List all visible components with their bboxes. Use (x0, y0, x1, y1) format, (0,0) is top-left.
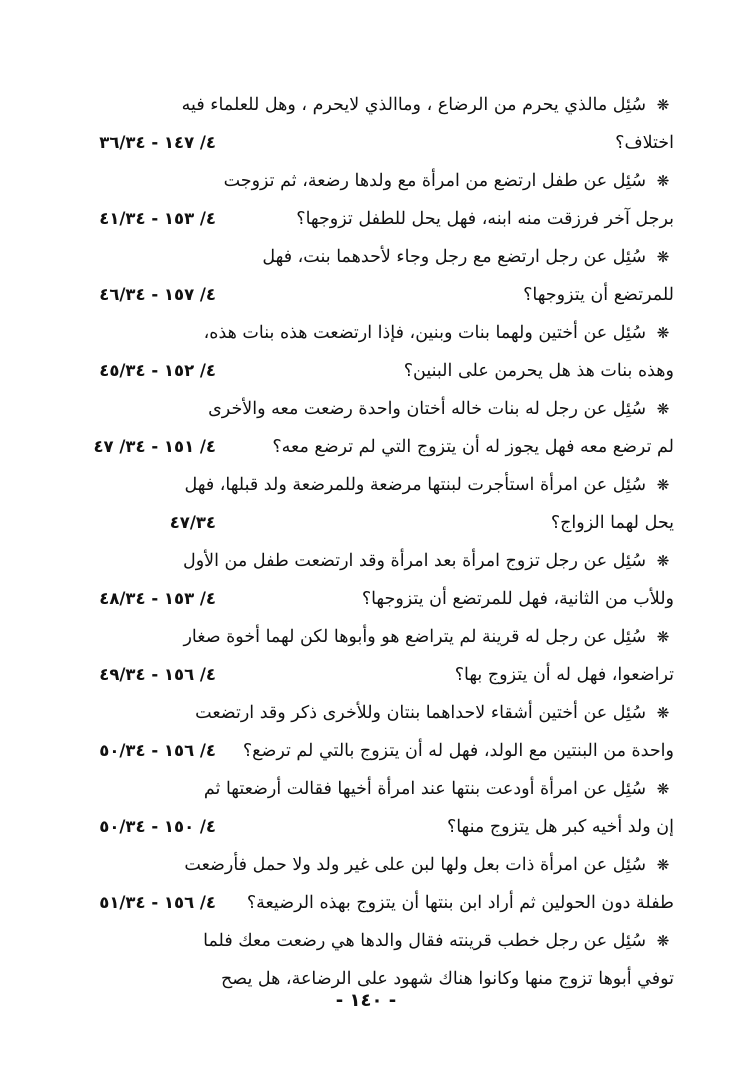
entry-line-continuation (46, 580, 674, 618)
entry-line-first (46, 314, 674, 352)
entry-line-first (46, 238, 674, 276)
entry-line-continuation (46, 732, 674, 770)
bullet-icon: ❋ (656, 400, 670, 418)
entry-line-continuation (46, 884, 674, 922)
entry-text: سُئِل عن أختين أشقاء لاحداهما بنتان وللأخرى ذكر وقد ارتضعت (195, 703, 646, 723)
fatwa-entry (46, 466, 674, 542)
entry-line-first (46, 390, 674, 428)
entry-line-first (46, 542, 674, 580)
entry-text: يحل لهما الزواج؟ (550, 513, 674, 533)
fatwa-entry (46, 846, 674, 922)
entry-text: وللأب من الثانية، فهل للمرتضع أن يتزوجها؟ (361, 589, 674, 609)
volume-page-reference: ٤/ ١٥٦ - ٥١/٣٤ (99, 893, 216, 912)
fatwa-entry (46, 390, 674, 466)
entry-line-continuation (46, 200, 674, 238)
entry-text: طفلة دون الحولين ثم أراد ابن بنتها أن يتزوج بهذه الرضيعة؟ (246, 893, 674, 913)
entry-line-first (46, 466, 674, 504)
entry-line-first (46, 770, 674, 808)
fatwa-entry (46, 314, 674, 390)
entry-line-continuation (46, 124, 674, 162)
volume-page-reference: ٤/ ١٥٠ - ٥٠/٣٤ (99, 817, 216, 836)
bullet-icon: ❋ (656, 324, 670, 342)
entry-text: سُئِل مالذي يحرم من الرضاع ، وماالذي لايحرم ، وهل للعلماء فيه (181, 95, 646, 115)
bullet-icon: ❋ (656, 96, 670, 114)
volume-page-reference: ٤/ ١٥٦ - ٤٩/٣٤ (99, 665, 216, 684)
fatwa-entry (46, 770, 674, 846)
entry-text: سُئِل عن رجل خطب قرينته فقال والدها هي رضعت معك فلما (203, 931, 646, 951)
entry-text: وهذه بنات هذ هل يحرمن على البنين؟ (403, 361, 674, 381)
volume-page-reference: ٤/ ١٥٣ - ٤١/٣٤ (99, 209, 216, 228)
volume-page-reference: ٤/ ١٥١ - ٣٤/ ٤٧ (93, 437, 216, 456)
entry-text: سُئِل عن امرأة أودعت بنتها عند امرأة أخيها فقالت أرضعتها ثم (203, 779, 646, 799)
page-number: - ١٤٠ - (335, 990, 397, 1011)
entry-line-continuation (46, 808, 674, 846)
entry-line-continuation (46, 276, 674, 314)
fatwa-entry (46, 238, 674, 314)
entry-text: توفي أبوها تزوج منها وكانوا هناك شهود على الرضاعة، هل يصح (220, 969, 674, 989)
entry-line-continuation (46, 352, 674, 390)
entry-line-first (46, 86, 674, 124)
fatwa-entry (46, 694, 674, 770)
entry-text: سُئِل عن امرأة ذات بعل ولها لبن على غير ولد ولا حمل فأرضعت (184, 855, 646, 875)
fatwa-entry (46, 618, 674, 694)
entry-text: واحدة من البنتين مع الولد، فهل له أن يتزوج بالتي لم ترضع؟ (242, 741, 674, 761)
entry-line-first (46, 694, 674, 732)
entry-text: سُئِل عن رجل له قرينة لم يتراضع هو وأبوها لكن لهما أخوة صغار (183, 627, 646, 647)
volume-page-reference: ٤/ ١٥٧ - ٤٦/٣٤ (99, 285, 216, 304)
entry-line-first (46, 618, 674, 656)
bullet-icon: ❋ (656, 172, 670, 190)
volume-page-reference: ٤/ ١٥٣ - ٤٨/٣٤ (99, 589, 216, 608)
entry-line-continuation (46, 428, 674, 466)
entry-text: إن ولد أخيه كبر هل يتزوج منها؟ (446, 817, 674, 837)
entry-line-continuation (46, 656, 674, 694)
entry-text: سُئِل عن أختين ولهما بنات وبنين، فإذا ارتضعت هذه بنات هذه، (203, 323, 646, 343)
bullet-icon: ❋ (656, 856, 670, 874)
bullet-icon: ❋ (656, 476, 670, 494)
bullet-icon: ❋ (656, 628, 670, 646)
bullet-icon: ❋ (656, 780, 670, 798)
fatwa-entry (46, 162, 674, 238)
entry-text: لم ترضع معه فهل يجوز له أن يتزوج التي لم ترضع معه؟ (272, 437, 674, 457)
entry-line-first (46, 922, 674, 960)
volume-page-reference: ٤/ ١٤٧ - ٣٦/٣٤ (99, 133, 216, 152)
bullet-icon: ❋ (656, 248, 670, 266)
bullet-icon: ❋ (656, 704, 670, 722)
entry-text: سُئِل عن طفل ارتضع من امرأة مع ولدها رضعة، ثم تزوجت (223, 171, 646, 191)
entry-line-first (46, 162, 674, 200)
fatwa-entry (46, 86, 674, 162)
fatwa-list (46, 86, 674, 998)
entry-text: سُئِل عن رجل تزوج امرأة بعد امرأة وقد ارتضعت طفل من الأول (182, 551, 646, 571)
volume-page-reference: ٤/ ١٥٦ - ٥٠/٣٤ (99, 741, 216, 760)
volume-page-reference: ٤/ ١٥٢ - ٤٥/٣٤ (99, 361, 216, 380)
entry-text: برجل آخر فرزقت منه ابنه، فهل يحل للطفل تزوجها؟ (296, 209, 674, 229)
entry-text: اختلاف؟ (615, 133, 674, 153)
entry-text: سُئِل عن امرأة استأجرت لبنتها مرضعة وللمرضعة ولد قبلها، فهل (184, 475, 646, 495)
entry-text: تراضعوا، فهل له أن يتزوج بها؟ (454, 665, 674, 685)
volume-page-reference: ٤٧/٣٤ (169, 513, 216, 532)
entry-text: سُئِل عن رجل له بنات خاله أختان واحدة رضعت معه والأخرى (208, 399, 646, 419)
bullet-icon: ❋ (656, 932, 670, 950)
fatwa-entry (46, 542, 674, 618)
entry-text: للمرتضع أن يتزوجها؟ (523, 285, 674, 305)
entry-text: سُئِل عن رجل ارتضع مع رجل وجاء لأحدهما بنت، فهل (262, 247, 646, 267)
bullet-icon: ❋ (656, 552, 670, 570)
entry-line-continuation (46, 504, 674, 542)
fatwa-entry (46, 922, 674, 998)
entry-line-first (46, 846, 674, 884)
